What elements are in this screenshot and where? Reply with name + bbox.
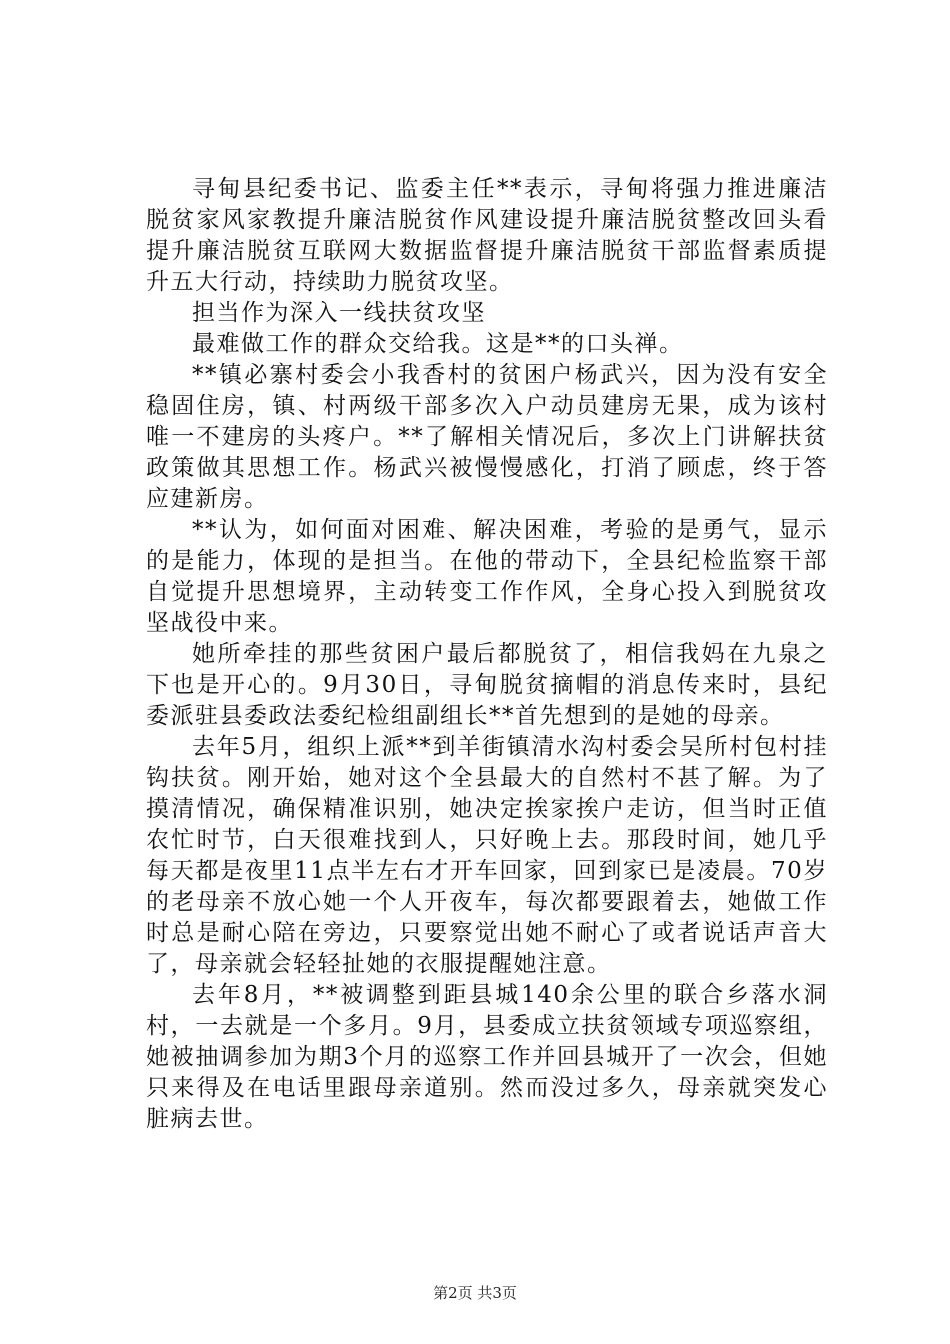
page-number-footer: 第2页 共3页 bbox=[433, 1284, 517, 1302]
paragraph: 去年5月，组织上派**到羊街镇清水沟村委会吴所村包村挂钩扶贫。刚开始，她对这个全县最大的自然村不甚了解。为了摸清情况，确保精准识别，她决定挨家挨户走访，但当时正值农忙时节，白天很难找到人，只好晚上去。那段时间，她几乎每天都是夜里11点半左右才开车回家，回到家已是凌晨。70岁的老母亲不放心她一个人开夜车，每次都要跟着去，她做工作时总是耐心陪在旁边，只要察觉出她不耐心了或者说话声音大了，母亲就会轻轻扯她的衣服提醒她注意。 bbox=[146, 734, 828, 977]
paragraph: 她所牵挂的那些贫困户最后都脱贫了，相信我妈在九泉之下也是开心的。9月30日，寻甸脱贫摘帽的消息传来时，县纪委派驻县委政法委纪检组副组长**首先想到的是她的母亲。 bbox=[146, 641, 828, 729]
paragraph: 最难做工作的群众交给我。这是**的口头禅。 bbox=[192, 331, 684, 357]
paragraph: **认为，如何面对困难、解决困难，考验的是勇气，显示的是能力，体现的是担当。在他的带动下，全县纪检监察干部自觉提升思想境界，主动转变工作作风，全身心投入到脱贫攻坚战役中来。 bbox=[146, 517, 828, 636]
paragraph: 去年8月，**被调整到距县城140余公里的联合乡落水洞村，一去就是一个多月。9月，县委成立扶贫领域专项巡察组，她被抽调参加为期3个月的巡察工作并回县城开了一次会，但她只来得及在电话里跟母亲道别。然而没过多久，母亲就突发心脏病去世。 bbox=[146, 982, 828, 1132]
paragraph: 寻甸县纪委书记、监委主任**表示，寻甸将强力推进廉洁脱贫家风家教提升廉洁脱贫作风建设提升廉洁脱贫整改回头看提升廉洁脱贫互联网大数据监督提升廉洁脱贫干部监督素质提升五大行动，持续助力脱贫攻坚。 bbox=[146, 176, 828, 295]
document-body bbox=[146, 174, 828, 1135]
section-heading: 担当作为深入一线扶贫攻坚 bbox=[192, 300, 486, 326]
paragraph: **镇必寨村委会小我香村的贫困户杨武兴，因为没有安全稳固住房，镇、村两级干部多次入户动员建房无果，成为该村唯一不建房的头疼户。**了解相关情况后，多次上门讲解扶贫政策做其思想工作。杨武兴被慢慢感化，打消了顾虑，终于答应建新房。 bbox=[146, 362, 828, 512]
